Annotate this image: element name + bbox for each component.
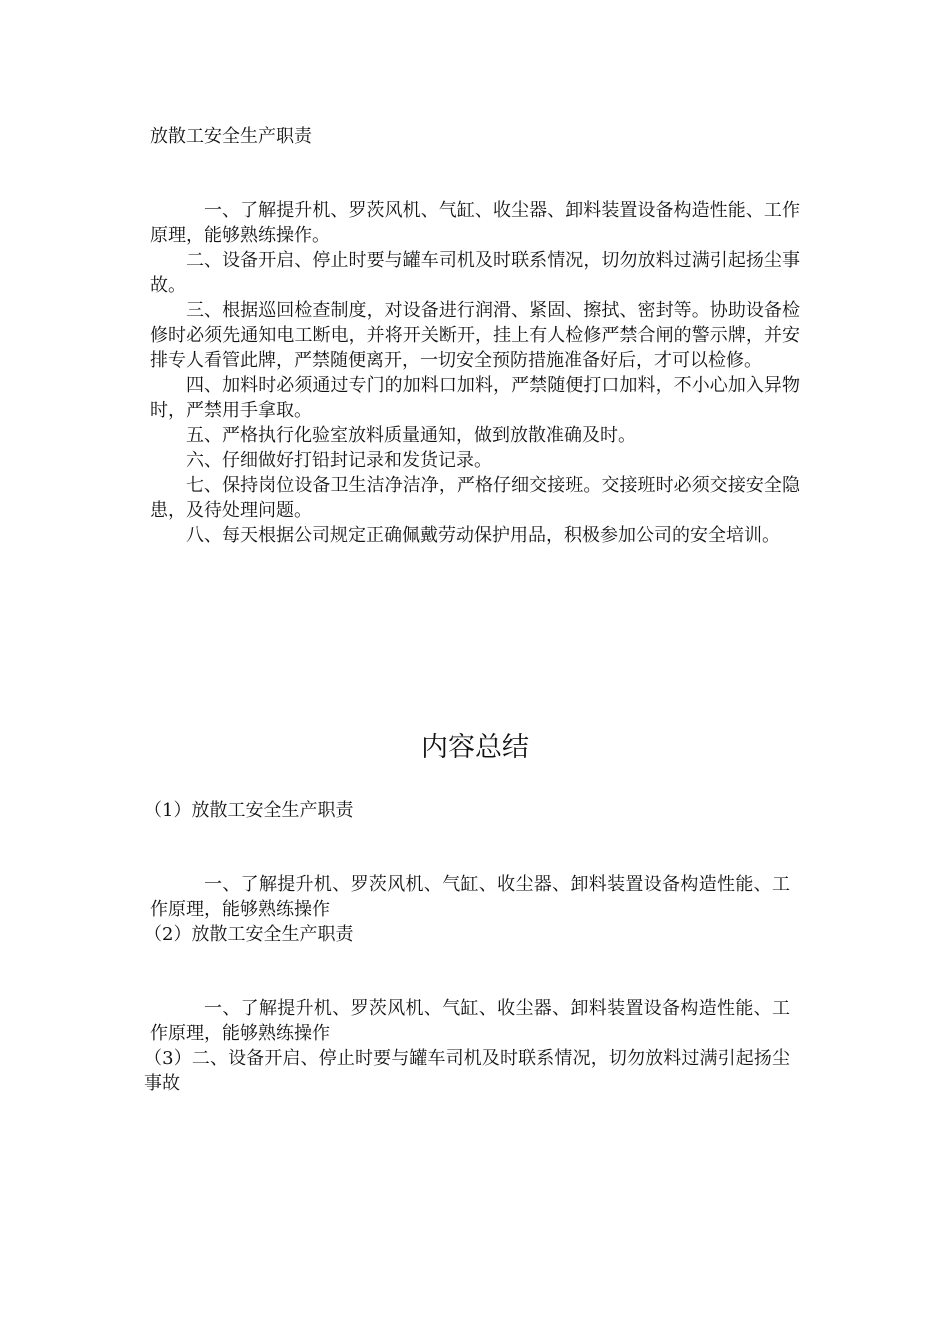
paragraph-3: 三、根据巡回检查制度，对设备进行润滑、紧固、擦拭、密封等。协助设备检修时必须先通知电工断电，并将开关断开，挂上有人检修严禁合闸的警示牌，并安排专人看管此牌，严禁随便离开，一切安全预防措施准备好后，才可以检修。 bbox=[150, 300, 800, 371]
summary-item-2-text bbox=[150, 996, 790, 1046]
paragraph-7: 七、保持岗位设备卫生洁净洁净，严格仔细交接班。交接班时必须交接安全隐患，及待处理问题。 bbox=[150, 475, 800, 521]
summary-label: （1）放散工安全生产职责 bbox=[144, 800, 354, 821]
summary-item-2-label bbox=[144, 922, 790, 947]
paragraph-1: 一、了解提升机、罗茨风机、气缸、收尘器、卸料装置设备构造性能、工作原理，能够熟练操作。 bbox=[150, 200, 800, 246]
summary-item-1-label bbox=[144, 798, 790, 823]
paragraph-4: 四、加料时必须通过专门的加料口加料，严禁随便打口加料，不小心加入异物时，严禁用手拿取。 bbox=[150, 375, 800, 421]
summary-text: 一、了解提升机、罗茨风机、气缸、收尘器、卸料装置设备构造性能、工作原理，能够熟练操作 bbox=[150, 998, 790, 1044]
summary-item-3 bbox=[144, 1046, 790, 1096]
paragraph-5: 五、严格执行化验室放料质量通知，做到放散准确及时。 bbox=[186, 425, 636, 446]
summary-heading: 内容总结 bbox=[421, 732, 529, 763]
summary-label: （2）放散工安全生产职责 bbox=[144, 924, 354, 945]
document-body bbox=[150, 198, 800, 548]
paragraph-6: 六、仔细做好打铅封记录和发货记录。 bbox=[186, 450, 492, 471]
summary-text: 一、了解提升机、罗茨风机、气缸、收尘器、卸料装置设备构造性能、工作原理，能够熟练操作 bbox=[150, 874, 790, 920]
summary-item-1-text bbox=[150, 872, 790, 922]
paragraph-8: 八、每天根据公司规定正确佩戴劳动保护用品，积极参加公司的安全培训。 bbox=[186, 525, 780, 546]
document-title: 放散工安全生产职责 bbox=[150, 126, 312, 147]
paragraph-2: 二、设备开启、停止时要与罐车司机及时联系情况，切勿放料过满引起扬尘事故。 bbox=[150, 250, 800, 296]
summary-label: （3）二、设备开启、停止时要与罐车司机及时联系情况，切勿放料过满引起扬尘事故 bbox=[144, 1048, 790, 1094]
